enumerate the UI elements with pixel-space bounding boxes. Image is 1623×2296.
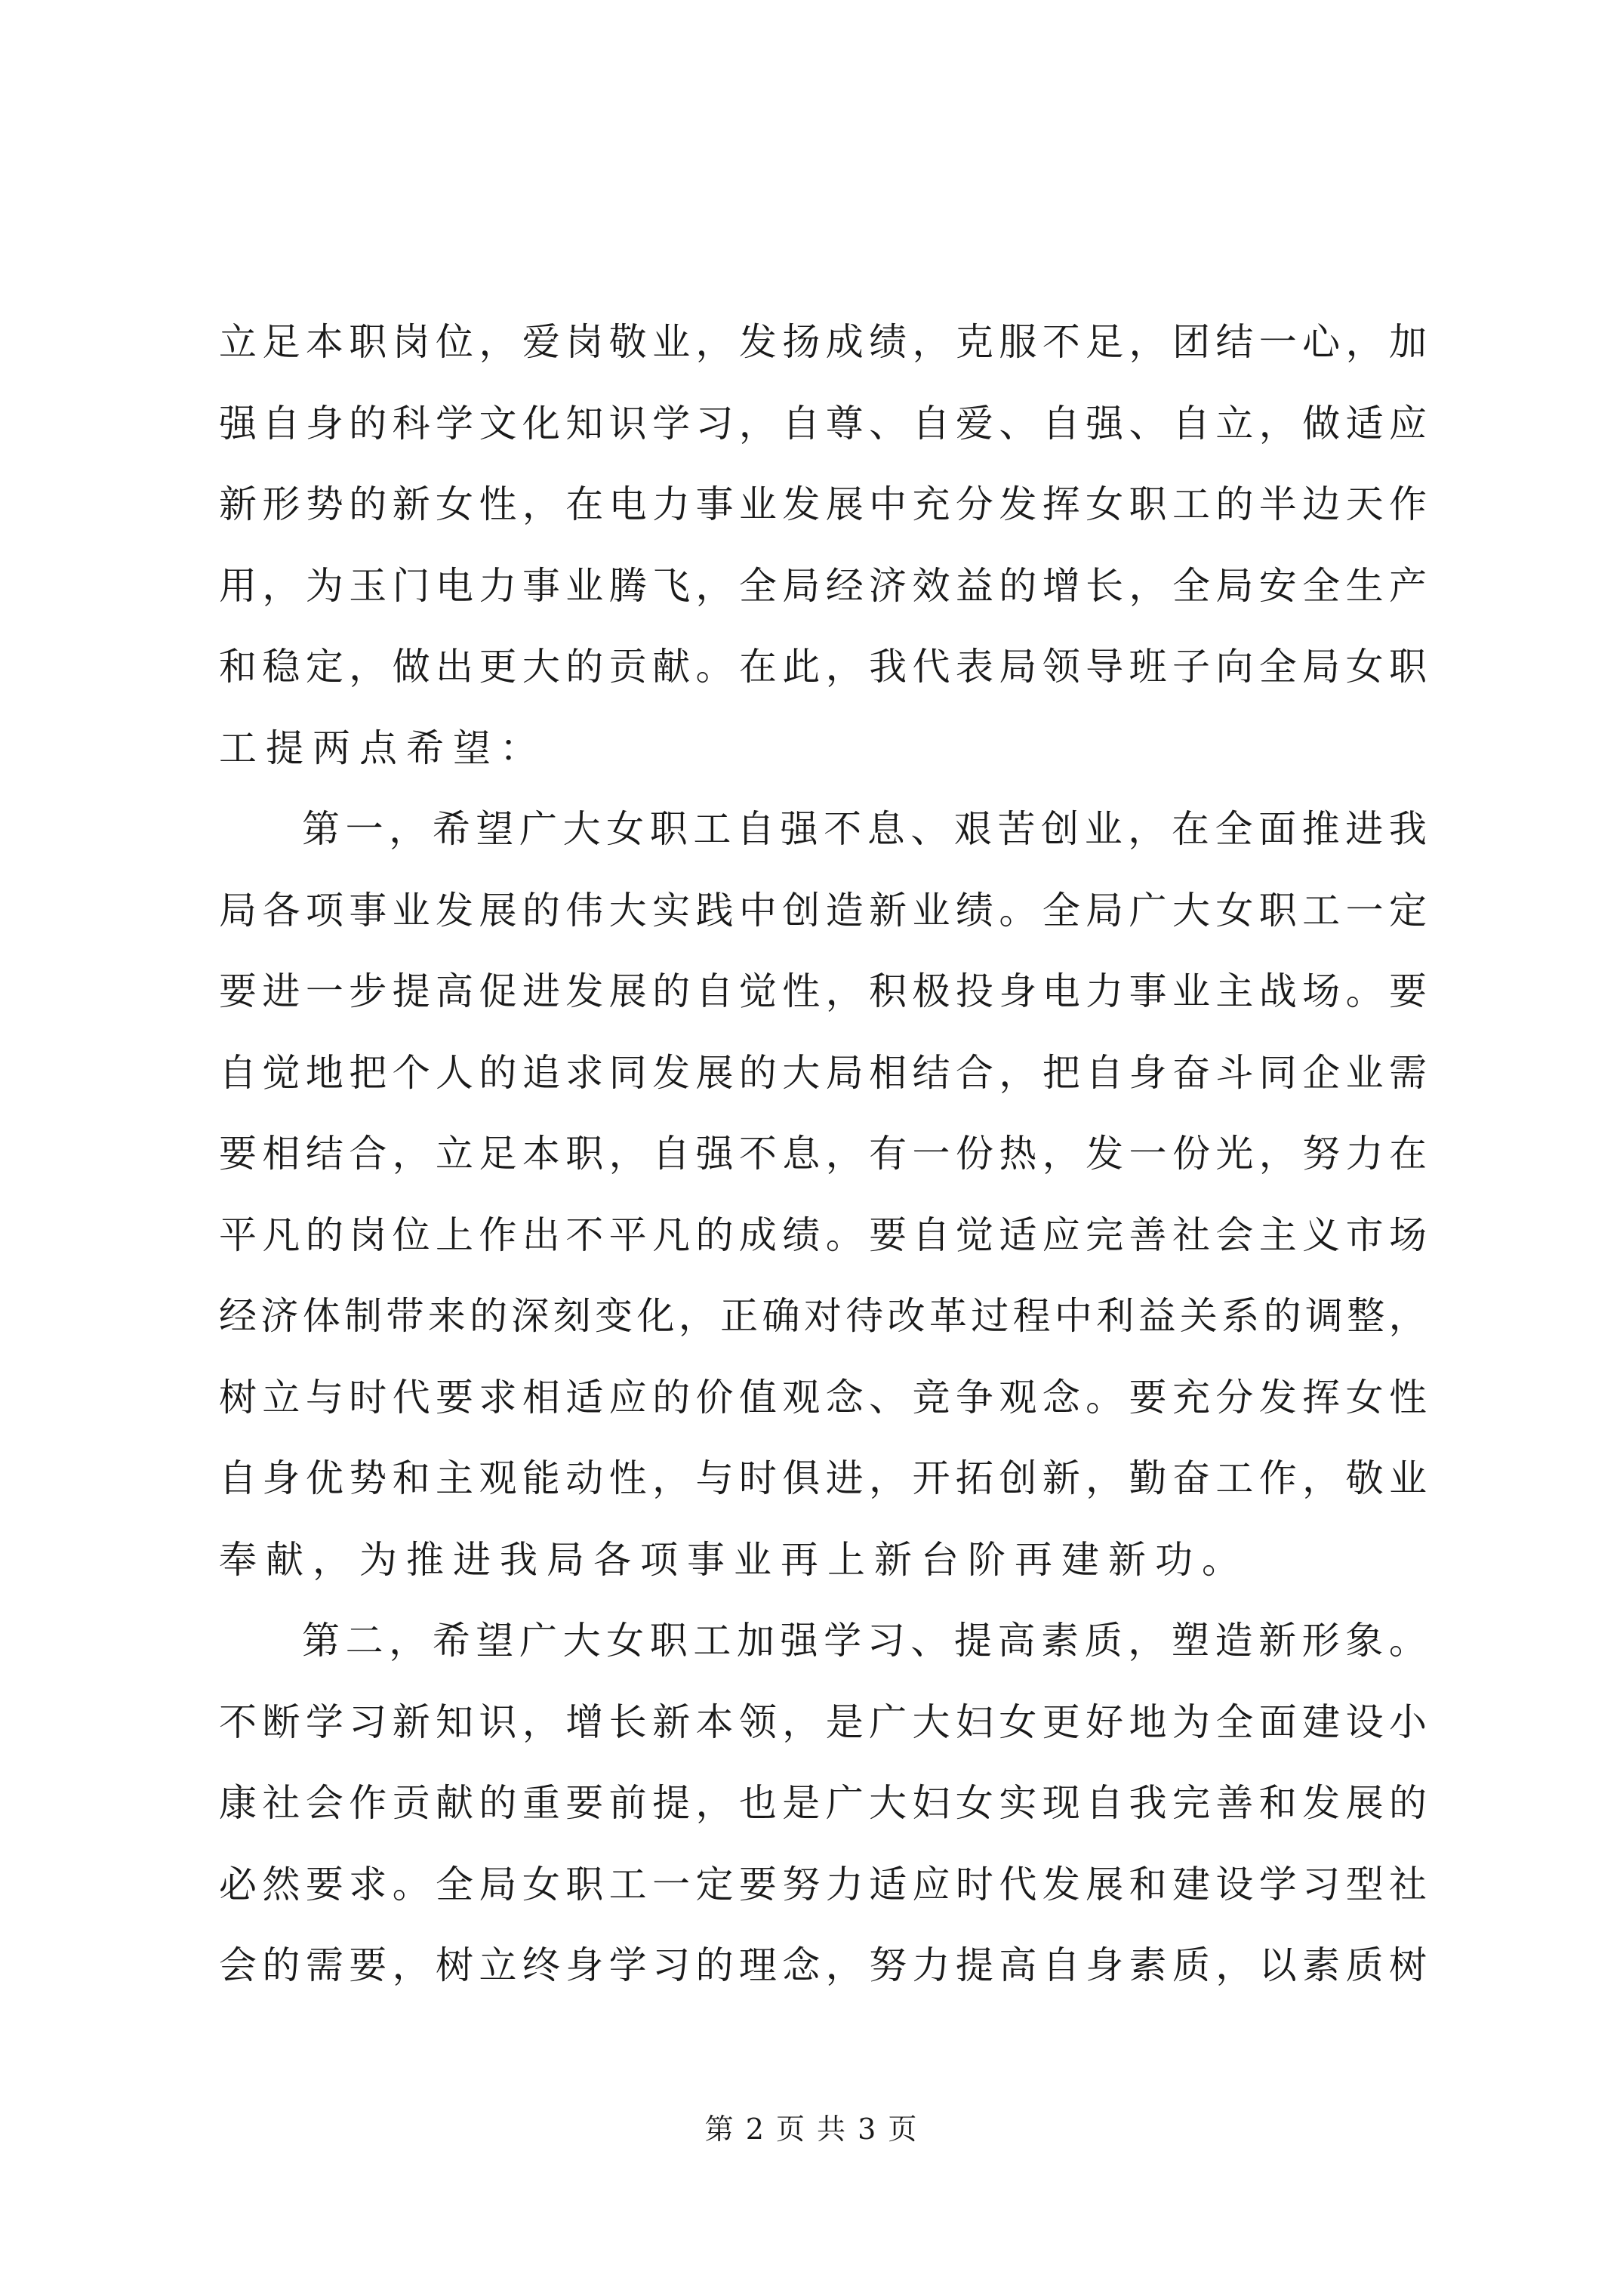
text-line: 立 足 本 职 岗 位 ， 爱 岗 敬 业 ， 发 扬 成 绩 ， 克 服 不 足 ， 团 结 一 心 ， 加	[219, 320, 1427, 364]
text-line: 要 进 一 步 提 高 促 进 发 展 的 自 觉 性 ， 积 极 投 身 电 力 事 业 主 战 场 。 要	[219, 969, 1427, 1013]
text-line: 新 形 势 的 新 女 性 ， 在 电 力 事 业 发 展 中 充 分 发 挥 女 职 工 的 半 边 天 作	[219, 482, 1427, 526]
text-line: 不 断 学 习 新 知 识 ， 增 长 新 本 领 ， 是 广 大 妇 女 更 好 地 为 全 面 建 设 小	[219, 1700, 1427, 1744]
text-line: 局 各 项 事 业 发 展 的 伟 大 实 践 中 创 造 新 业 绩 。 全 局 广 大 女 职 工 一 定	[219, 888, 1427, 932]
text-line: 平 凡 的 岗 位 上 作 出 不 平 凡 的 成 绩 。 要 自 觉 适 应 完 善 社 会 主 义 市 场	[219, 1213, 1427, 1257]
text-line: 经 济 体 制 带 来 的 深 刻 变 化 ， 正 确 对 待 改 革 过 程 中 利 益 关 系 的 调 整 ，	[219, 1294, 1427, 1338]
page-footer: 第 2 页 共 3 页	[704, 2113, 919, 2146]
text-line: 强 自 身 的 科 学 文 化 知 识 学 习 ， 自 尊 、 自 爱 、 自 强 、 自 立 ， 做 适 应	[219, 401, 1427, 445]
text-line: 康 社 会 作 贡 献 的 重 要 前 提 ， 也 是 广 大 妇 女 实 现 自 我 完 善 和 发 展 的	[219, 1781, 1427, 1825]
text-line: 自 觉 地 把 个 人 的 追 求 同 发 展 的 大 局 相 结 合 ， 把 自 身 奋 斗 同 企 业 需	[219, 1050, 1427, 1095]
text-line: 奉献，为推进我局各项事业再上新台阶再建新功。	[219, 1537, 1249, 1582]
text-line: 要 相 结 合 ， 立 足 本 职 ， 自 强 不 息 ， 有 一 份 热 ， 发 一 份 光 ， 努 力 在	[219, 1132, 1427, 1176]
text-line: 树 立 与 时 代 要 求 相 适 应 的 价 值 观 念 、 竞 争 观 念 。 要 充 分 发 挥 女 性	[219, 1375, 1427, 1419]
body-text	[219, 302, 1427, 2007]
text-line: 自 身 优 势 和 主 观 能 动 性 ， 与 时 俱 进 ， 开 拓 创 新 ， 勤 奋 工 作 ， 敬 业	[219, 1456, 1427, 1500]
text-line: 工提两点希望：	[219, 726, 547, 770]
text-line: 和 稳 定 ， 做 出 更 大 的 贡 献 。 在 此 ， 我 代 表 局 领 导 班 子 向 全 局 女 职	[219, 645, 1427, 689]
paragraph-first-line: 第 二 ， 希 望 广 大 女 职 工 加 强 学 习 、 提 高 素 质 ， 塑 造 新 形 象 。	[302, 1619, 1427, 1663]
text-line: 必 然 要 求 。 全 局 女 职 工 一 定 要 努 力 适 应 时 代 发 展 和 建 设 学 习 型 社	[219, 1862, 1427, 1906]
paragraph-first-line: 第 一 ， 希 望 广 大 女 职 工 自 强 不 息 、 艰 苦 创 业 ， 在 全 面 推 进 我	[302, 807, 1427, 851]
text-line: 用 ， 为 玉 门 电 力 事 业 腾 飞 ， 全 局 经 济 效 益 的 增 长 ， 全 局 安 全 生 产	[219, 563, 1427, 608]
text-line: 会 的 需 要 ， 树 立 终 身 学 习 的 理 念 ， 努 力 提 高 自 身 素 质 ， 以 素 质 树	[219, 1943, 1427, 1987]
